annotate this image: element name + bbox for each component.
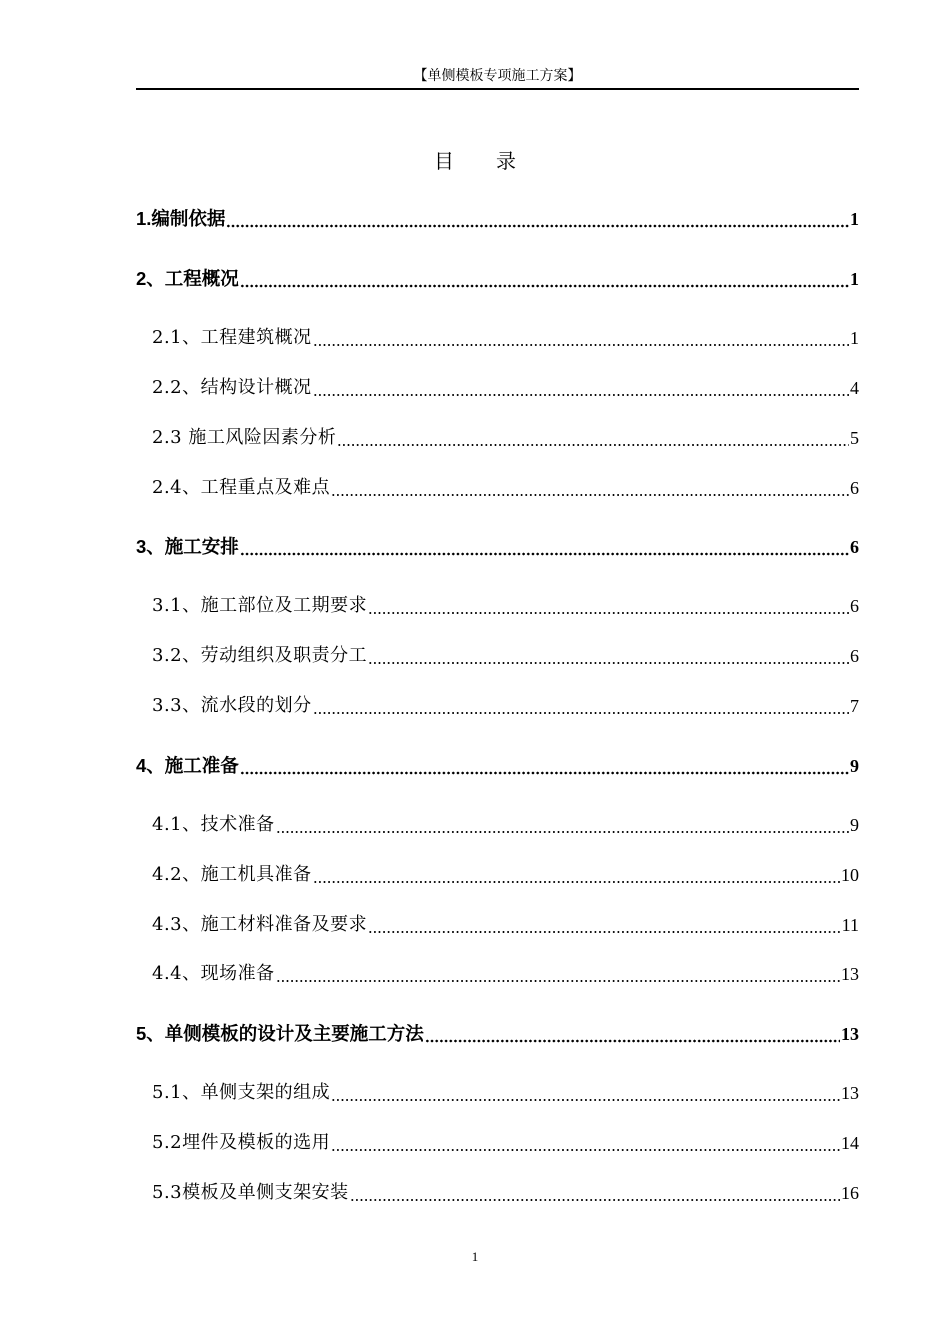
toc-leader-dots [240,753,849,775]
toc-entry-page: 14 [841,1133,859,1153]
toc-entry-label: 5、单侧模板的设计及主要施工方法 [136,1023,424,1044]
toc-leader-dots [368,593,849,615]
toc-leader-dots [240,266,849,288]
toc-entry-label: 4.4、现场准备 [152,963,275,984]
toc-entry-label: 3.2、劳动组织及职责分工 [152,645,368,666]
toc-entry-label: 2.2、结构设计概况 [152,377,312,398]
toc-entry-label: 2.3 施工风险因素分析 [152,427,337,448]
toc-entry-page: 6 [850,537,859,557]
toc-leader-dots [368,643,849,665]
toc-entry[interactable] [152,325,859,351]
toc-leader-dots [240,534,849,556]
toc-title [0,147,950,175]
toc-entry-label: 5.3模板及单侧支架安装 [152,1182,349,1203]
toc-title-right: 录 [496,149,516,173]
toc-entry-page: 13 [841,1024,859,1044]
toc-entry[interactable] [136,1021,859,1047]
toc-leader-dots [425,1021,840,1043]
toc-leader-dots [313,325,849,347]
toc-entry[interactable] [152,961,859,987]
toc-entry[interactable] [152,862,859,888]
toc-entry-page: 5 [850,428,859,448]
toc-entry-label: 3.1、施工部位及工期要求 [152,595,368,616]
toc-entry-page: 10 [841,865,859,885]
toc-entry[interactable] [152,475,859,501]
toc-entry-page: 9 [850,815,859,835]
toc-entry-page: 7 [850,696,859,716]
toc-leader-dots [331,1080,840,1102]
toc-entry-page: 6 [850,596,859,616]
toc-leader-dots [226,206,849,228]
toc-entry-page: 16 [841,1183,859,1203]
toc-leader-dots [276,961,840,983]
toc-leader-dots [313,693,849,715]
header-rule [136,88,859,90]
toc-entry-label: 4、施工准备 [136,755,239,776]
toc-entry-label: 2、工程概况 [136,268,239,289]
toc-entry[interactable] [152,425,859,451]
toc-entry-page: 13 [841,964,859,984]
toc-entry[interactable] [152,812,859,838]
toc-entry-page: 13 [841,1083,859,1103]
toc-entry-label: 4.1、技术准备 [152,814,275,835]
toc-leader-dots [276,812,849,834]
toc-leader-dots [313,862,840,884]
toc-entry-label: 5.1、单侧支架的组成 [152,1082,331,1103]
toc-entry-label: 5.2埋件及模板的选用 [152,1132,331,1153]
toc-entry-label: 2.4、工程重点及难点 [152,477,331,498]
toc-entry[interactable] [136,534,859,560]
page-header: 【单侧模板专项施工方案】 [413,68,582,84]
toc-entry[interactable] [152,912,859,938]
toc-entry[interactable] [152,1130,859,1156]
toc-leader-dots [331,475,849,497]
toc-leader-dots [331,1130,840,1152]
toc-leader-dots [350,1180,840,1202]
toc-entry-page: 9 [850,756,859,776]
toc-entry-label: 3、施工安排 [136,536,239,557]
toc-entry[interactable] [152,1080,859,1106]
toc-entry-page: 11 [841,915,859,935]
toc-entry[interactable] [152,375,859,401]
toc-entry-label: 3.3、流水段的划分 [152,695,312,716]
toc-title-left: 目 [434,149,454,173]
toc-entry-page: 1 [850,269,859,289]
toc-entry[interactable] [152,643,859,669]
toc-entry-label: 4.2、施工机具准备 [152,864,312,885]
toc-entry-page: 1 [850,328,859,348]
toc-entry-label: 4.3、施工材料准备及要求 [152,914,368,935]
toc-leader-dots [313,375,849,397]
toc-entry-label: 2.1、工程建筑概况 [152,327,312,348]
toc-entry-page: 1 [850,209,859,229]
toc-entry-page: 6 [850,478,859,498]
toc-entry[interactable] [136,206,859,232]
toc-entry-page: 6 [850,646,859,666]
toc-entry-page: 4 [850,378,859,398]
toc-entry[interactable] [152,1180,859,1206]
toc-entry[interactable] [136,266,859,292]
toc-entry-label: 1.编制依据 [136,208,226,229]
toc-leader-dots [337,425,849,447]
toc-leader-dots [368,912,841,934]
toc-entry[interactable] [136,753,859,779]
toc-entry[interactable] [152,693,859,719]
toc-entry[interactable] [152,593,859,619]
page-number: 1 [471,1249,479,1264]
